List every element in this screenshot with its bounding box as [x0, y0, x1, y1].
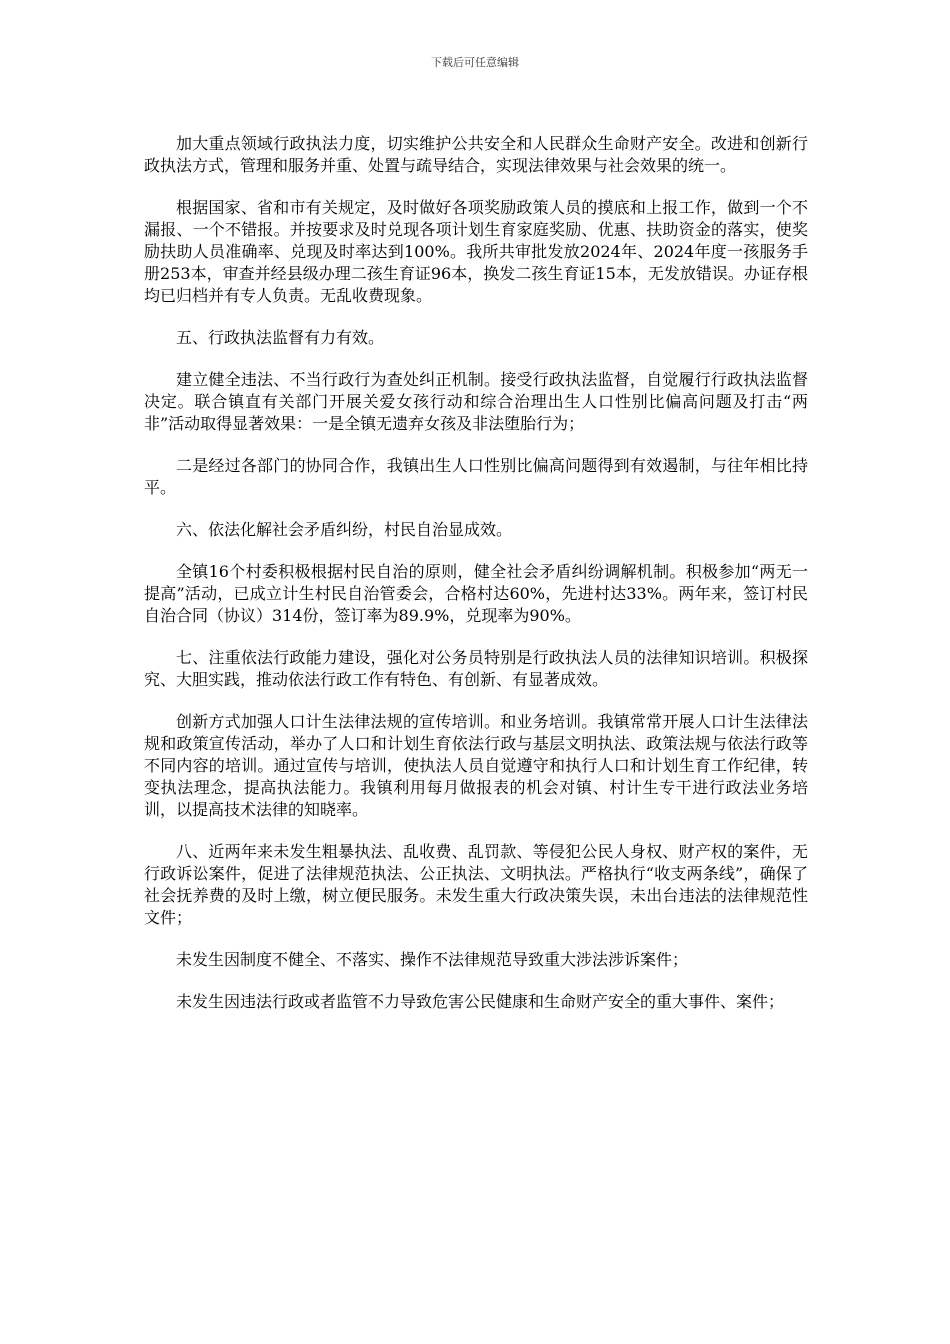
section-heading-7: 七、注重依法行政能力建设，强化对公务员特别是行政执法人员的法律知识培训。积极探究、大胆实践，推动依法行政工作有特色、有创新、有显著成效。 [144, 648, 808, 689]
section-heading-6: 六、依法化解社会矛盾纠纷，村民自治显成效。 [176, 520, 513, 539]
paragraph-6: 创新方式加强人口计生法律法规的宣传培训。和业务培训。我镇常常开展人口计生法律法规和政策宣传活动，举办了人口和计划生育依法行政与基层文明执法、政策法规与依法行政等不同内容的培训。通过宣传与培训，使执法人员自觉遵守和执行人口和计划生育工作纪律，转变执法理念，提高执法能力。我镇利用每月做报表的机会对镇、村计生专干进行政法业务培训，以提高技术法律的知晓率。 [144, 712, 808, 819]
section-heading-5: 五、行政执法监督有力有效。 [176, 328, 385, 347]
section-heading-8: 八、近两年来未发生粗暴执法、乱收费、乱罚款、等侵犯公民人身权、财产权的案件，无行政诉讼案件，促进了法律规范执法、公正执法、文明执法。严格执行“收支两条线”，确保了社会抚养费的及时上缴，树立便民服务。未发生重大行政决策失误，未出台违法的法律规范性文件； [144, 842, 808, 927]
paragraph-5: 全镇16个村委积极根据村民自治的原则，健全社会矛盾纠纷调解机制。积极参加“两无一提高”活动，已成立计生村民自治管委会，合格村达60%，先进村达33%。两年来，签订村民自治合同（协议）314份，签订率为89.9%，兑现率为90%。 [144, 562, 808, 625]
paragraph-2: 根据国家、省和市有关规定，及时做好各项奖励政策人员的摸底和上报工作，做到一个不漏报、一个不错报。并按要求及时兑现各项计划生育家庭奖励、优惠、扶助资金的落实，使奖励扶助人员准确率、兑现及时率达到100%。我所共审批发放2024年、2024年度一孩服务手册253本，审查并经县级办理二孩生育证96本，换发二孩生育证15本，无发放错误。办证存根均已归档并有专人负责。无乱收费现象。 [144, 198, 808, 305]
paragraph-7: 未发生因制度不健全、不落实、操作不法律规范导致重大涉法涉诉案件； [176, 950, 689, 969]
document-body [144, 133, 808, 1033]
paragraph-3: 建立健全违法、不当行政行为查处纠正机制。接受行政执法监督，自觉履行行政执法监督决定。联合镇直有关部门开展关爱女孩行动和综合治理出生人口性别比偏高问题及打击“两非”活动取得显著效果：一是全镇无遗弃女孩及非法堕胎行为； [144, 370, 808, 433]
paragraph-4: 二是经过各部门的协同合作，我镇出生人口性别比偏高问题得到有效遏制，与往年相比持平。 [144, 456, 808, 497]
paragraph-8: 未发生因违法行政或者监管不力导致危害公民健康和生命财产安全的重大事件、案件； [176, 992, 785, 1011]
paragraph-1: 加大重点领域行政执法力度，切实维护公共安全和人民群众生命财产安全。改进和创新行政执法方式，管理和服务并重、处置与疏导结合，实现法律效果与社会效果的统一。 [144, 134, 808, 175]
page-header: 下载后可任意编辑 [431, 56, 519, 69]
